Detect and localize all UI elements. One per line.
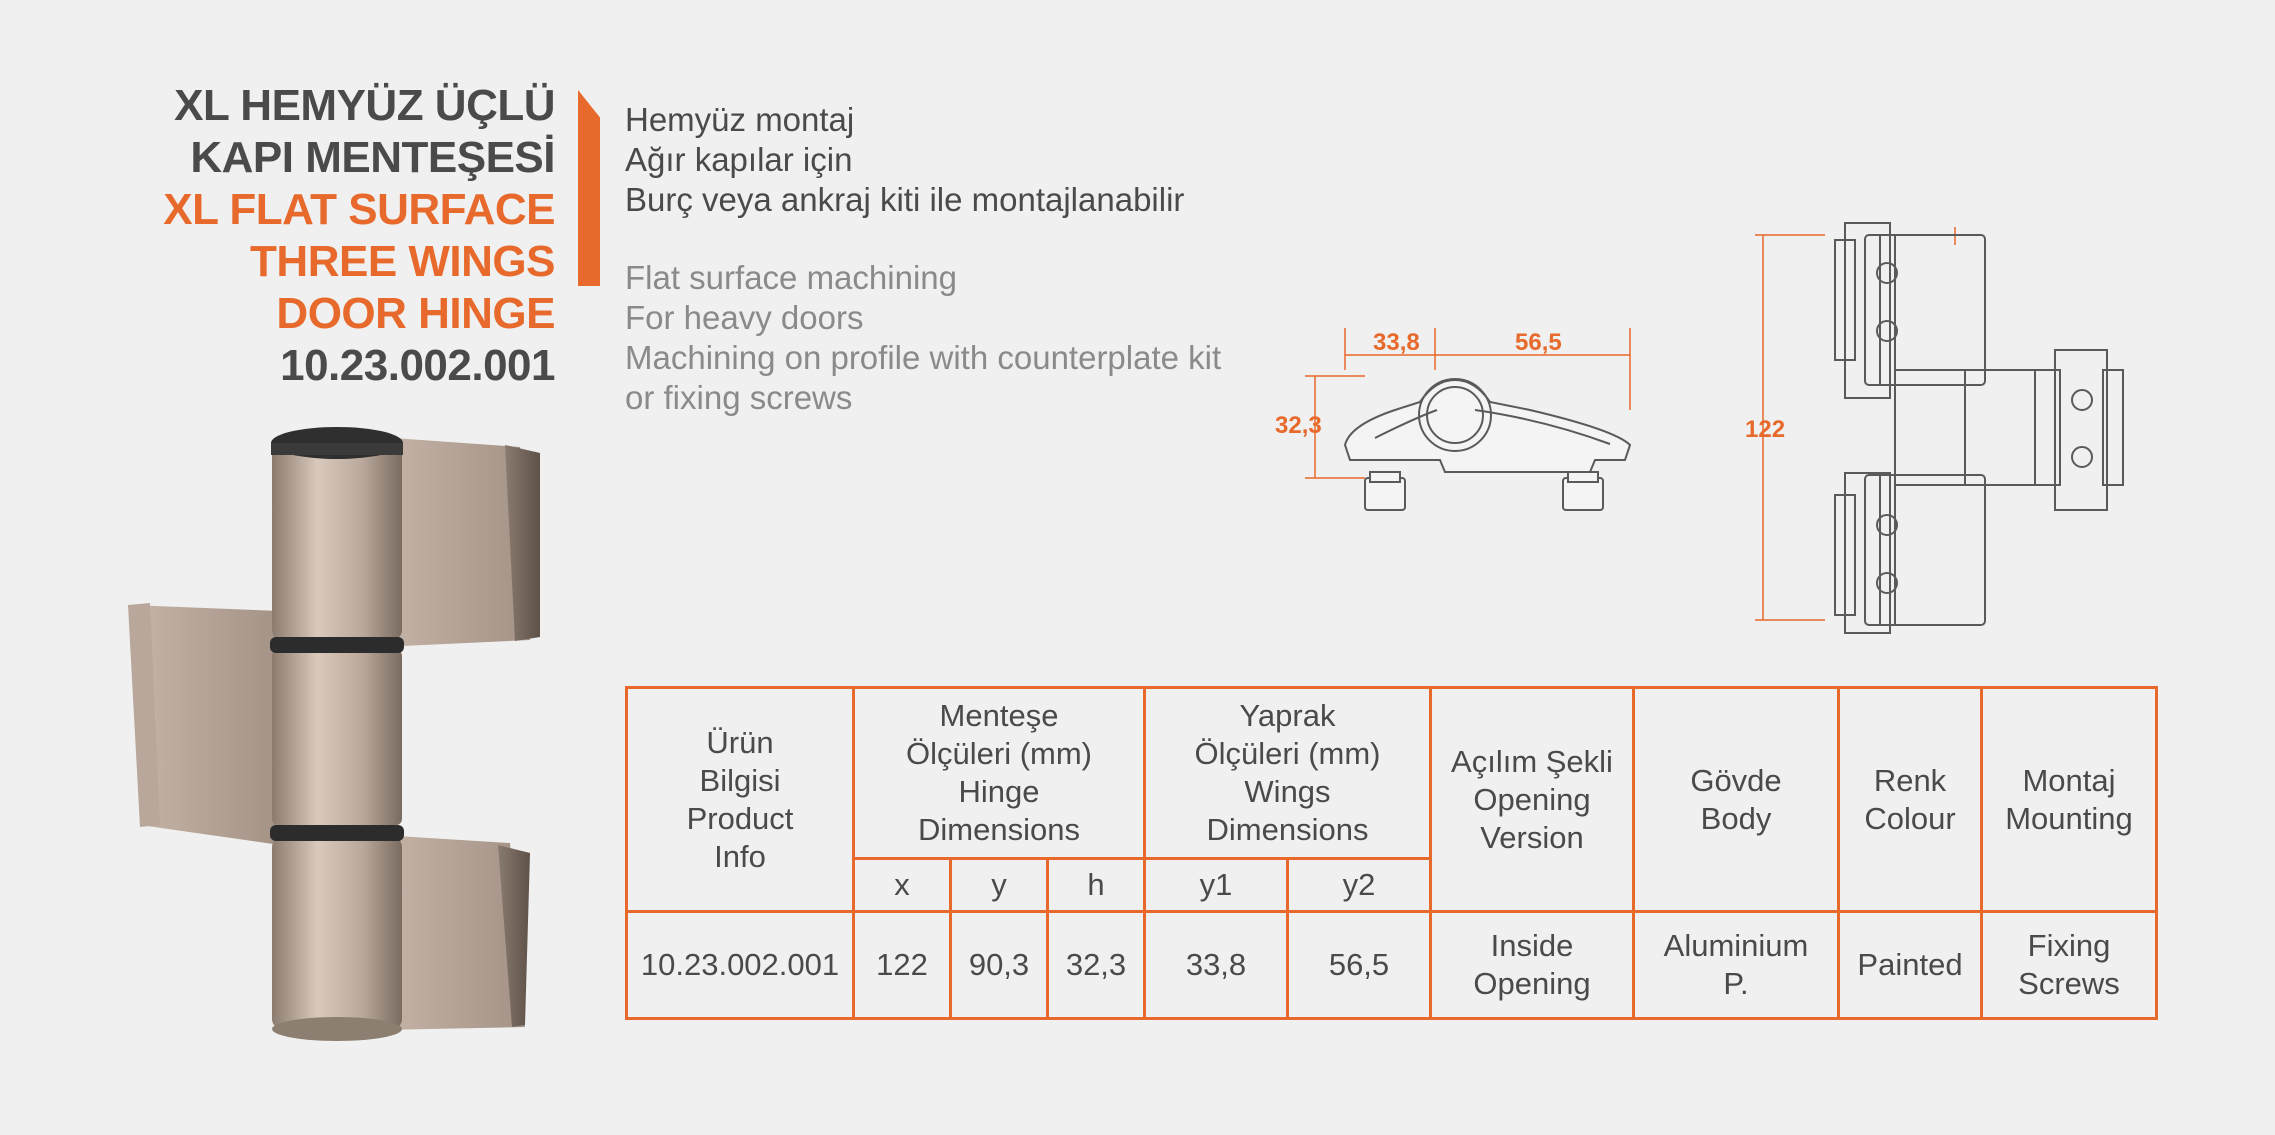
desc-tr-line: Burç veya ankraj kiti ile montajlanabilir [625, 181, 1185, 218]
subheader-y1: y1 [1145, 859, 1288, 912]
dim-a-label: 33,8 [1373, 329, 1420, 356]
cell-body [1634, 912, 1839, 1019]
header-text: Ürün [706, 724, 774, 760]
cell-text: Fixing [2027, 928, 2111, 963]
title-en-line3: DOOR HINGE [276, 289, 555, 338]
table-row [627, 912, 2157, 1019]
header-colour [1839, 688, 1982, 912]
header-hinge-dimensions [854, 688, 1145, 859]
header-text: Opening [1473, 781, 1591, 817]
subheader-y: y [951, 859, 1048, 912]
description-tr [625, 100, 1221, 220]
header-text: Açılım Şekli [1451, 743, 1613, 779]
description [625, 100, 1221, 418]
subheader-y2: y2 [1288, 859, 1431, 912]
header-opening-version [1431, 688, 1634, 912]
subheader-h: h [1048, 859, 1145, 912]
cell-y1: 33,8 [1145, 912, 1288, 1019]
header-mounting [1982, 688, 2157, 912]
cell-y2: 56,5 [1288, 912, 1431, 1019]
cell-text: Inside [1490, 928, 1574, 963]
cell-h: 32,3 [1048, 912, 1145, 1019]
table-header-row [627, 688, 2157, 859]
header-text: Version [1480, 819, 1584, 855]
desc-en-line: Flat surface machining [625, 259, 957, 296]
cell-text: Aluminium [1663, 928, 1809, 963]
hinge-cross-section-drawing [1265, 320, 1645, 540]
header-text: Wings [1244, 774, 1331, 809]
product-code: 10.23.002.001 [280, 341, 555, 390]
desc-en-line: or fixing screws [625, 379, 853, 416]
cell-colour: Painted [1839, 912, 1982, 1019]
dim-h-label: 32,3 [1275, 412, 1322, 439]
cell-text: Screws [2018, 966, 2120, 1001]
header-text: Ölçüleri (mm) [906, 736, 1092, 771]
header-text: Product [686, 800, 794, 836]
hinge-front-elevation-drawing [1735, 215, 2135, 635]
header-body [1634, 688, 1839, 912]
header-text: Dimensions [918, 812, 1080, 847]
header-text: Renk [1873, 762, 1947, 798]
cell-text: P. [1723, 966, 1749, 1001]
dim-b-label: 56,5 [1515, 329, 1562, 356]
header-text: Menteşe [939, 698, 1059, 733]
header-text: Colour [1864, 800, 1956, 836]
header-text: Body [1700, 800, 1772, 836]
spec-table [625, 686, 2158, 1020]
subheader-x: x [854, 859, 951, 912]
title-tr-line2: KAPI MENTEŞESİ [190, 133, 555, 182]
description-en [625, 258, 1221, 418]
cell-product-code: 10.23.002.001 [627, 912, 854, 1019]
desc-en-line: For heavy doors [625, 299, 864, 336]
accent-bar [578, 90, 600, 286]
hinge-product-image [120, 425, 540, 1045]
header-text: Mounting [2005, 800, 2133, 836]
title-en-line1: XL FLAT SURFACE [163, 185, 555, 234]
title-en-line2: THREE WINGS [250, 237, 555, 286]
cell-mounting [1982, 912, 2157, 1019]
header-text: Yaprak [1239, 698, 1336, 733]
header-product-info [627, 688, 854, 912]
title-tr-line1: XL HEMYÜZ ÜÇLÜ [174, 81, 555, 130]
header-text: Gövde [1690, 762, 1782, 798]
header-text: Hinge [958, 774, 1040, 809]
desc-tr-line: Ağır kapılar için [625, 141, 853, 178]
header-text: Ölçüleri (mm) [1194, 736, 1381, 771]
header-text: Bilgisi [699, 762, 781, 798]
dim-length-label: 122 [1745, 416, 1786, 443]
header-text: Info [714, 838, 766, 874]
desc-tr-line: Hemyüz montaj [625, 101, 855, 138]
header-text: Montaj [2022, 762, 2116, 798]
cell-y: 90,3 [951, 912, 1048, 1019]
header-wings-dimensions [1145, 688, 1431, 859]
product-title [90, 80, 555, 392]
header-text: Dimensions [1206, 812, 1369, 847]
cell-opening [1431, 912, 1634, 1019]
cell-x: 122 [854, 912, 951, 1019]
cell-text: Opening [1473, 966, 1591, 1001]
desc-en-line: Machining on profile with counterplate kit [625, 339, 1222, 376]
